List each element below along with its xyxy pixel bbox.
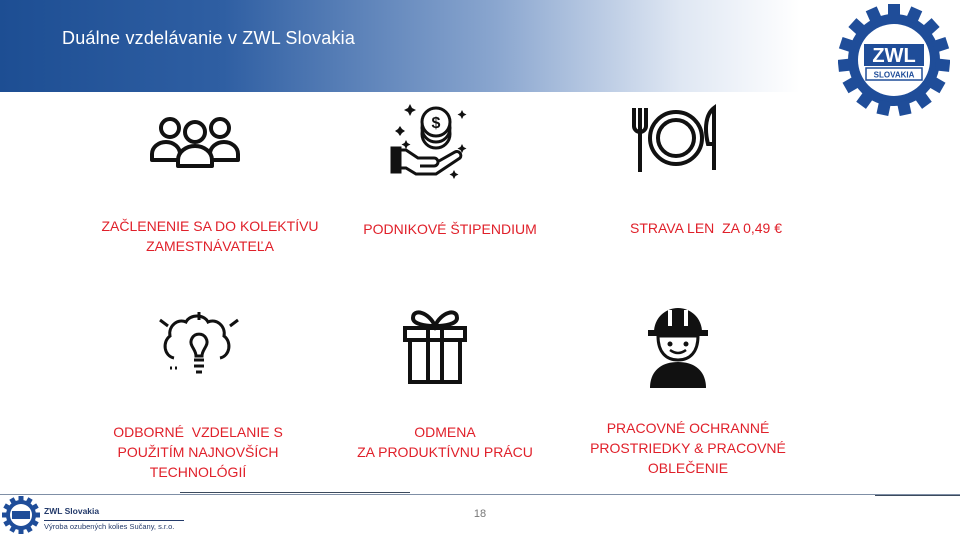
label-line: PRACOVNÉ OCHRANNÉ bbox=[606, 420, 770, 436]
footer-gear-logo bbox=[2, 496, 40, 534]
label-line: ODMENA bbox=[414, 424, 476, 440]
logo-sub-text: SLOVAKIA bbox=[873, 70, 915, 80]
label-line: PODNIKOVÉ ŠTIPENDIUM bbox=[363, 221, 537, 237]
logo-brand-text: ZWL bbox=[872, 45, 916, 67]
label-line: PROSTRIEDKY & PRACOVNÉ bbox=[590, 440, 786, 456]
lightbulb-brain-icon bbox=[156, 310, 242, 388]
benefit-label-meals bbox=[610, 218, 802, 238]
benefit-label-protective-gear bbox=[574, 418, 802, 478]
label-line: ODBORNÉ VZDELANIE S bbox=[113, 424, 283, 440]
coins-hand-icon bbox=[390, 98, 470, 180]
label-line: ZAMESTNÁVATEĽA bbox=[146, 238, 274, 254]
page-number: 18 bbox=[473, 508, 487, 520]
svg-text:$: $ bbox=[431, 115, 441, 132]
label-line: OBLEČENIE bbox=[647, 460, 729, 476]
benefit-label-education bbox=[92, 422, 304, 482]
zwl-logo bbox=[838, 4, 950, 116]
gift-icon bbox=[402, 304, 468, 384]
label-line: ZAČLENENIE SA DO KOLEKTÍVU bbox=[101, 218, 319, 234]
page-title: Duálne vzdelávanie v ZWL Slovakia bbox=[62, 28, 356, 48]
label-line: STRAVA LEN ZA 0,49 € bbox=[630, 220, 782, 236]
benefit-label-bonus bbox=[340, 422, 550, 462]
footer-divider-segment bbox=[875, 495, 960, 496]
worker-helmet-icon bbox=[644, 302, 712, 388]
benefit-label-stipend bbox=[344, 219, 556, 239]
footer-company-name: ZWL Slovakia bbox=[44, 506, 100, 516]
footer-tagline: Výroba ozubených kolies Sučany, s.r.o. bbox=[44, 520, 184, 531]
plate-cutlery-icon bbox=[628, 104, 724, 172]
footer-divider-segment bbox=[180, 492, 410, 493]
people-icon bbox=[148, 110, 242, 168]
label-line: TECHNOLÓGIÍ bbox=[149, 464, 247, 480]
benefit-label-team bbox=[88, 216, 332, 256]
label-line: ZA PRODUKTÍVNU PRÁCU bbox=[357, 444, 533, 460]
label-line: POUŽITÍM NAJNOVŠÍCH bbox=[117, 444, 279, 460]
footer-divider bbox=[0, 494, 960, 495]
